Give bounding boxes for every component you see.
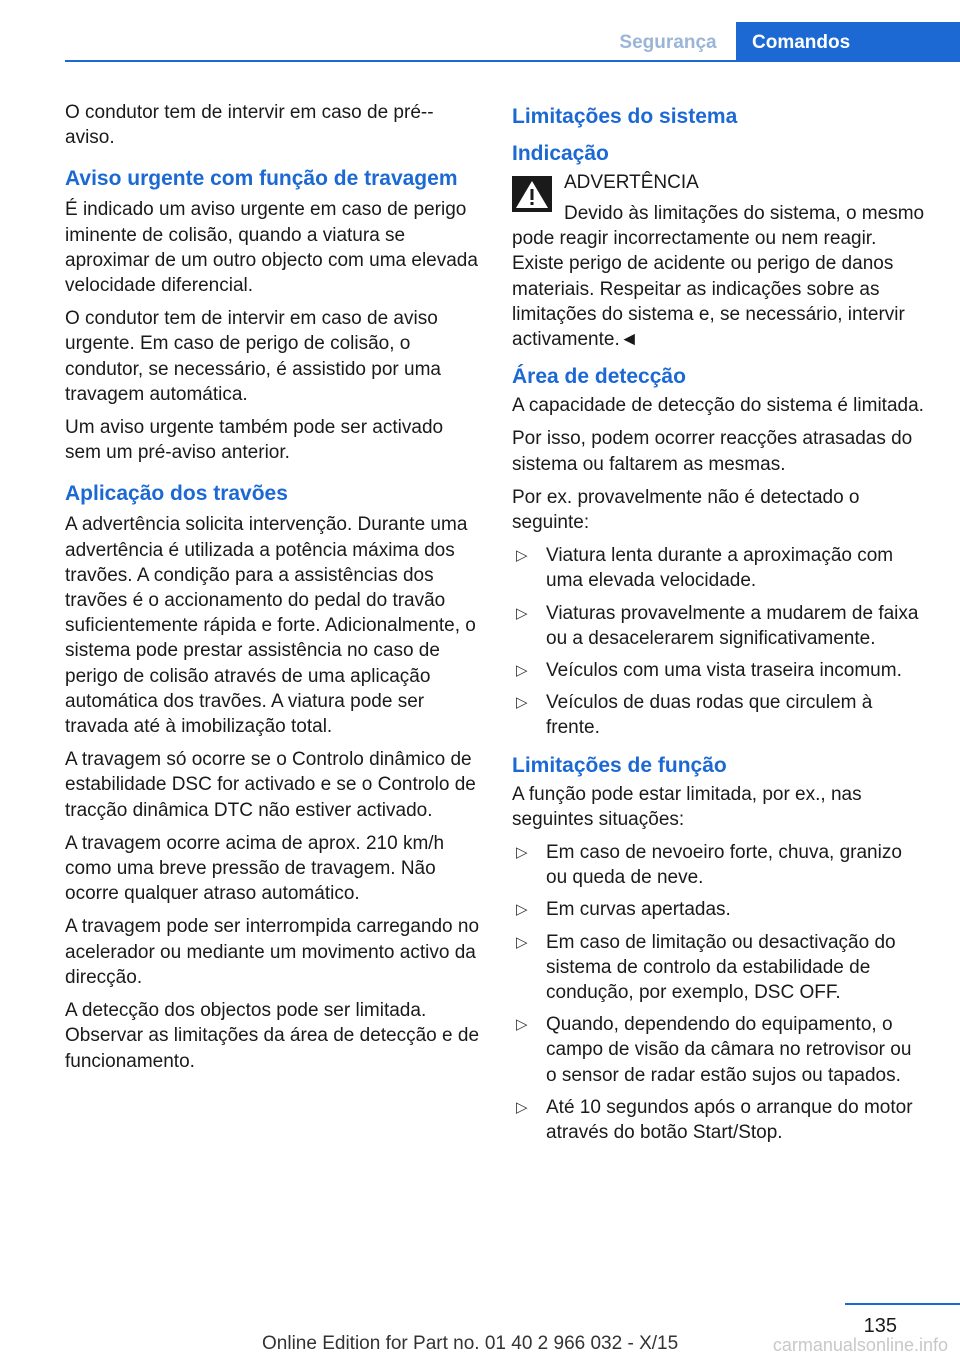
heading-detection-area: Área de detecção xyxy=(512,365,686,389)
triangle-bullet-icon: ▷ xyxy=(516,1098,528,1116)
triangle-bullet-icon: ▷ xyxy=(516,844,528,862)
detection-list xyxy=(512,543,927,740)
list-item-text: Até 10 segundos após o arranque do motor através do botão Start/Stop. xyxy=(546,1096,913,1144)
function-list xyxy=(512,840,927,1145)
heading-note: Indicação xyxy=(512,142,609,165)
left-column xyxy=(65,100,480,1082)
warning-triangle-icon xyxy=(512,176,552,212)
heading-brake-application: Aplicação dos travões xyxy=(65,482,288,506)
heading-function-limits: Limitações de função xyxy=(512,753,727,777)
list-item-text: Em caso de limitação ou desactivação do sistema de controlo da estabilidade de condução, por exemplo, DSC OFF. xyxy=(546,931,896,1004)
footer-rule xyxy=(845,1303,960,1305)
list-item xyxy=(512,543,927,593)
list-item-text: Viatura lenta durante a aproximação com uma elevada velocidade. xyxy=(546,545,894,592)
urgent-paragraph-3: Um aviso urgente também pode ser activado sem um pré-aviso anterior. xyxy=(65,417,444,464)
list-item xyxy=(512,840,927,890)
list-item-text: Veículos de duas rodas que circulem à frente. xyxy=(546,692,873,739)
area-paragraph-2: Por isso, podem ocorrer reacções atrasadas do sistema ou faltarem as mesmas. xyxy=(512,428,913,475)
list-item xyxy=(512,601,927,651)
triangle-bullet-icon: ▷ xyxy=(516,1016,528,1034)
intro-paragraph: O condutor tem de intervir em caso de pré--aviso. xyxy=(65,102,434,149)
triangle-bullet-icon: ▷ xyxy=(516,604,528,622)
triangle-bullet-icon: ▷ xyxy=(516,694,528,712)
watermark: carmanualsonline.info xyxy=(772,1335,948,1355)
urgent-paragraph-1: É indicado um aviso urgente em caso de perigo iminente de colisão, quando a viatura se aproximar de um outro objecto com uma elevada velocidade diferencial. xyxy=(65,199,478,297)
list-item-text: Viaturas provavelmente a mudarem de faixa ou a desacelerarem significativamente. xyxy=(546,602,919,649)
warning-title: ADVERTÊNCIA xyxy=(564,172,699,193)
area-paragraph-3: Por ex. provavelmente não é detectado o seguinte: xyxy=(512,486,860,534)
triangle-bullet-icon: ▷ xyxy=(516,933,528,951)
list-item xyxy=(512,897,927,922)
triangle-bullet-icon: ▷ xyxy=(516,662,528,680)
warning-body: Devido às limitações do sistema, o mesmo pode reagir incorrectamente ou nem reagir. Existe perigo de acidente ou perigo de danos materiais. Respeitar as indicações sobre as limitações do sistema e, se necessário, intervir activamente.◄ xyxy=(512,203,925,351)
list-item xyxy=(512,1012,927,1088)
heading-urgent-warning: Aviso urgente com função de travagem xyxy=(65,167,458,191)
page-number: 135 xyxy=(863,1315,897,1337)
brakes-paragraph-4: A travagem pode ser interrompida carregando no acelerador ou mediante um movimento activo da direcção. xyxy=(65,916,480,988)
footer-edition: Online Edition for Part no. 01 40 2 966 032 - X/15 xyxy=(262,1333,679,1354)
area-paragraph-1: A capacidade de detecção do sistema é limitada. xyxy=(512,395,924,417)
triangle-bullet-icon: ▷ xyxy=(516,547,528,565)
list-item xyxy=(512,1095,927,1145)
tab-comandos[interactable]: Comandos xyxy=(736,22,960,62)
list-item-text: Em curvas apertadas. xyxy=(546,899,731,921)
brakes-paragraph-1: A advertência solicita intervenção. Durante uma advertência é utilizada a potência máxima dos travões. A condição para a assistências dos travões é o accionamento do pedal do travão suficientemente rápida e forte. Adicionalmente, o sistema pode prestar assistência no caso de perigo de colisão através de uma aplicação automática dos travões. A viatura pode ser travada até à imobilização total. xyxy=(65,514,476,738)
warning-block xyxy=(512,170,927,352)
right-column xyxy=(512,100,927,1153)
list-item xyxy=(512,930,927,1006)
list-item xyxy=(512,658,927,683)
brakes-paragraph-3: A travagem ocorre acima de aprox. 210 km/h como uma breve pressão de travagem. Não ocorre qualquer atraso automático. xyxy=(65,832,445,905)
triangle-bullet-icon: ▷ xyxy=(516,901,528,919)
urgent-paragraph-2: O condutor tem de intervir em caso de aviso urgente. Em caso de perigo de colisão, o condutor, se necessário, é assistido por uma travagem automática. xyxy=(65,308,441,405)
function-paragraph: A função pode estar limitada, por ex., nas seguintes situações: xyxy=(512,783,862,830)
list-item-text: Veículos com uma vista traseira incomum. xyxy=(546,660,902,682)
list-item-text: Quando, dependendo do equipamento, o campo de visão da câmara no retrovisor ou o sensor de radar estão sujos ou tapados. xyxy=(546,1014,912,1086)
brakes-paragraph-5: A detecção dos objectos pode ser limitada. Observar as limitações da área de detecção e de funcionamento. xyxy=(65,1000,480,1072)
heading-system-limits: Limitações do sistema xyxy=(512,105,738,128)
brakes-paragraph-2: A travagem só ocorre se o Controlo dinâmico de estabilidade DSC for activado e se o Controlo de tracção dinâmica DTC não estiver activado. xyxy=(65,749,476,821)
tab-seguranca[interactable]: Segurança xyxy=(619,32,717,53)
list-item-text: Em caso de nevoeiro forte, chuva, granizo ou queda de neve. xyxy=(546,842,902,889)
list-item xyxy=(512,690,927,740)
